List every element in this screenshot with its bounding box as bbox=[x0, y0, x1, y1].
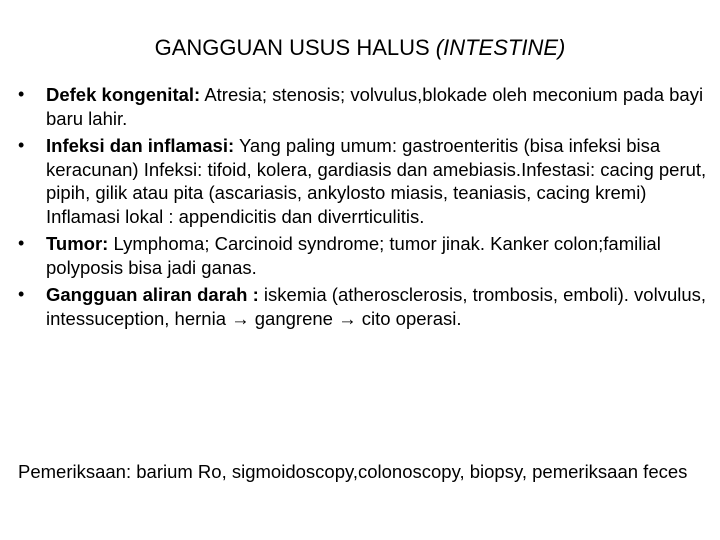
right-arrow-icon: → bbox=[231, 307, 250, 329]
bullet-text: Lymphoma; Carcinoid syndrome; tumor jinak. Kanker colon;familial polyposis bisa jadi ganas. bbox=[46, 233, 661, 278]
pemeriksaan-label: Pemeriksaan bbox=[18, 461, 126, 482]
pemeriksaan-paragraph bbox=[18, 460, 720, 484]
bullet-item-defek-kongenital bbox=[18, 83, 708, 130]
bullet-text: Yang paling umum: gastroenteritis (bisa infeksi bisa keracunan) Infeksi: tifoid, kolera, gardiasis dan amebiasis.Infestasi: cacing perut, pipih, gilik atau pita (ascariasis, ankylosto miasis, teaniasis, cacing kremi) Inflamasi lokal : appendicitis dan diverrticulitis. bbox=[46, 135, 707, 227]
bullet-icon: • bbox=[18, 284, 25, 304]
bullet-text: Atresia; stenosis; volvulus,blokade oleh meconium pada bayi baru lahir. bbox=[46, 84, 704, 129]
bullet-icon: • bbox=[18, 84, 25, 104]
bullet-text-part-2: gangrene bbox=[249, 307, 339, 329]
bullet-text-part-3: cito operasi. bbox=[356, 307, 462, 329]
right-arrow-icon: → bbox=[338, 307, 357, 329]
bullet-term: Infeksi dan inflamasi: bbox=[46, 135, 235, 156]
bullet-term: Gangguan aliran darah : bbox=[46, 284, 259, 305]
title-main: GANGGUAN USUS HALUS bbox=[154, 35, 436, 60]
bullet-item-gangguan-aliran-darah bbox=[18, 283, 708, 330]
bullet-icon: • bbox=[18, 233, 25, 253]
bullet-item-infeksi-inflamasi bbox=[18, 134, 708, 228]
title-italic: (INTESTINE) bbox=[435, 35, 566, 60]
slide-title bbox=[0, 34, 720, 62]
bullet-item-tumor bbox=[18, 232, 708, 279]
bullet-term: Defek kongenital: bbox=[46, 84, 201, 105]
pemeriksaan-text: : barium Ro, sigmoidoscopy,colonoscopy, biopsy, pemeriksaan feces bbox=[125, 461, 688, 482]
bullet-list bbox=[18, 83, 708, 334]
bullet-icon: • bbox=[18, 135, 25, 155]
bullet-text-part-1: iskemia (atherosclerosis, trombosis, emboli). volvulus, intessuception, hernia bbox=[46, 284, 707, 329]
bullet-term: Tumor: bbox=[46, 233, 109, 254]
